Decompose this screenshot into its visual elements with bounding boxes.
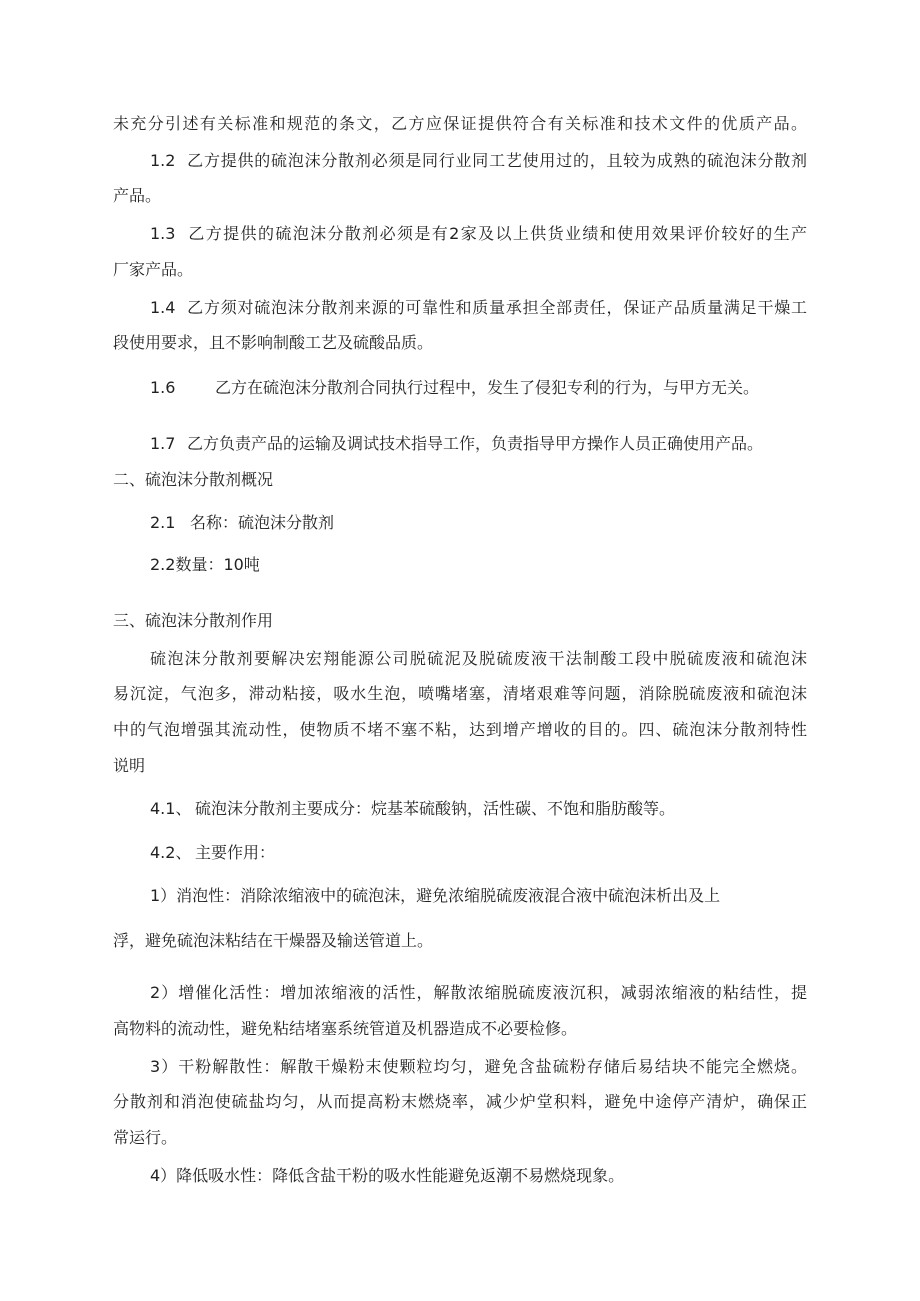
item-1-7-text: 乙方负责产品的运输及调试技术指导工作，负责指导甲方操作人员正确使用产品。: [187, 434, 764, 453]
effect-1-line1: 1）消泡性：消除浓缩液中的硫泡沫，避免浓缩脱硫废液混合液中硫泡沫析出及上: [150, 886, 721, 905]
effect-3-line2: 分散剂和消泡使硫盐均匀，从而提高粉末燃烧率，减少炉堂积料，避免中途停产清炉，确保正: [113, 1092, 807, 1111]
section-3-para-line4: 说明: [113, 756, 146, 775]
effect-3-line1: 3）干粉解散性：解散干燥粉末使颗粒均匀，避免含盐硫粉存储后易结块不能完全燃烧。: [150, 1057, 807, 1076]
item-1-4-number: 1.4: [150, 298, 176, 317]
item-1-2-number: 1.2: [150, 151, 176, 170]
item-2-1-text: 名称：硫泡沫分散剂: [190, 513, 335, 532]
effect-1-line2: 浮，避免硫泡沫粘结在干燥器及输送管道上。: [113, 931, 434, 950]
item-4-1-text: 硫泡沫分散剂主要成分：烷基苯硫酸钠，活性碳、不饱和脂肪酸等。: [195, 799, 676, 818]
effect-2-line1: 2）增催化活性：增加浓缩液的活性，解散浓缩脱硫废液沉积，减弱浓缩液的粘结性，提: [150, 983, 807, 1002]
item-4-2-text: 主要作用：: [195, 843, 276, 862]
item-1-2-line2: 产品。: [113, 186, 162, 205]
item-1-3-line2: 厂家产品。: [113, 260, 194, 279]
section-3-heading: 三、硫泡沫分散剂作用: [113, 611, 274, 630]
item-4-2-number: 4.2、: [150, 843, 192, 862]
item-1-3-text: 乙方提供的硫泡沫分散剂必须是有2家及以上供货业绩和使用效果评价较好的生产: [188, 224, 808, 243]
intro-continuation: 未充分引述有关标准和规范的条文，乙方应保证提供符合有关标准和技术文件的优质产品。: [113, 114, 807, 133]
effect-2-line2: 高物料的流动性，避免粘结堵塞系统管道及机器造成不必要检修。: [113, 1019, 578, 1038]
item-1-2-text: 乙方提供的硫泡沫分散剂必须是同行业同工艺使用过的，且较为成熟的硫泡沫分散剂: [187, 151, 807, 170]
section-3-para-line2: 易沉淀，气泡多，滞动粘接，吸水生泡，喷嘴堵塞，清堵艰难等问题，消除脱硫废液和硫泡沫: [113, 684, 807, 703]
item-1-4-text: 乙方须对硫泡沫分散剂来源的可靠性和质量承担全部责任，保证产品质量满足干燥工: [187, 298, 807, 317]
item-1-6-text: 乙方在硫泡沫分散剂合同执行过程中，发生了侵犯专利的行为，与甲方无关。: [215, 378, 760, 397]
item-4-1-number: 4.1、: [150, 799, 192, 818]
item-1-4-line1: [113, 298, 807, 318]
effect-4-line1: 4）降低吸水性：降低含盐干粉的吸水性能避免返潮不易燃烧现象。: [150, 1166, 625, 1185]
item-1-3-line1: [113, 224, 807, 244]
item-1-7-number: 1.7: [150, 434, 176, 453]
item-1-2-line1: [113, 151, 807, 171]
item-1-3-number: 1.3: [150, 224, 176, 243]
item-2-1-number: 2.1: [150, 513, 176, 532]
item-2-2-text: 2.2数量：10吨: [150, 555, 260, 574]
section-3-para-line1: 硫泡沫分散剂要解决宏翔能源公司脱硫泥及脱硫废液干法制酸工段中脱硫废液和硫泡沫: [150, 649, 807, 668]
item-1-6-number: 1.6: [150, 378, 176, 397]
section-3-para-line3: 中的气泡增强其流动性，使物质不堵不塞不粘，达到增产增收的目的。四、硫泡沫分散剂特性: [113, 720, 807, 739]
item-1-4-line2: 段使用要求，且不影响制酸工艺及硫酸品质。: [113, 333, 434, 352]
effect-3-line3: 常运行。: [113, 1128, 178, 1147]
section-2-heading: 二、硫泡沫分散剂概况: [113, 470, 274, 489]
